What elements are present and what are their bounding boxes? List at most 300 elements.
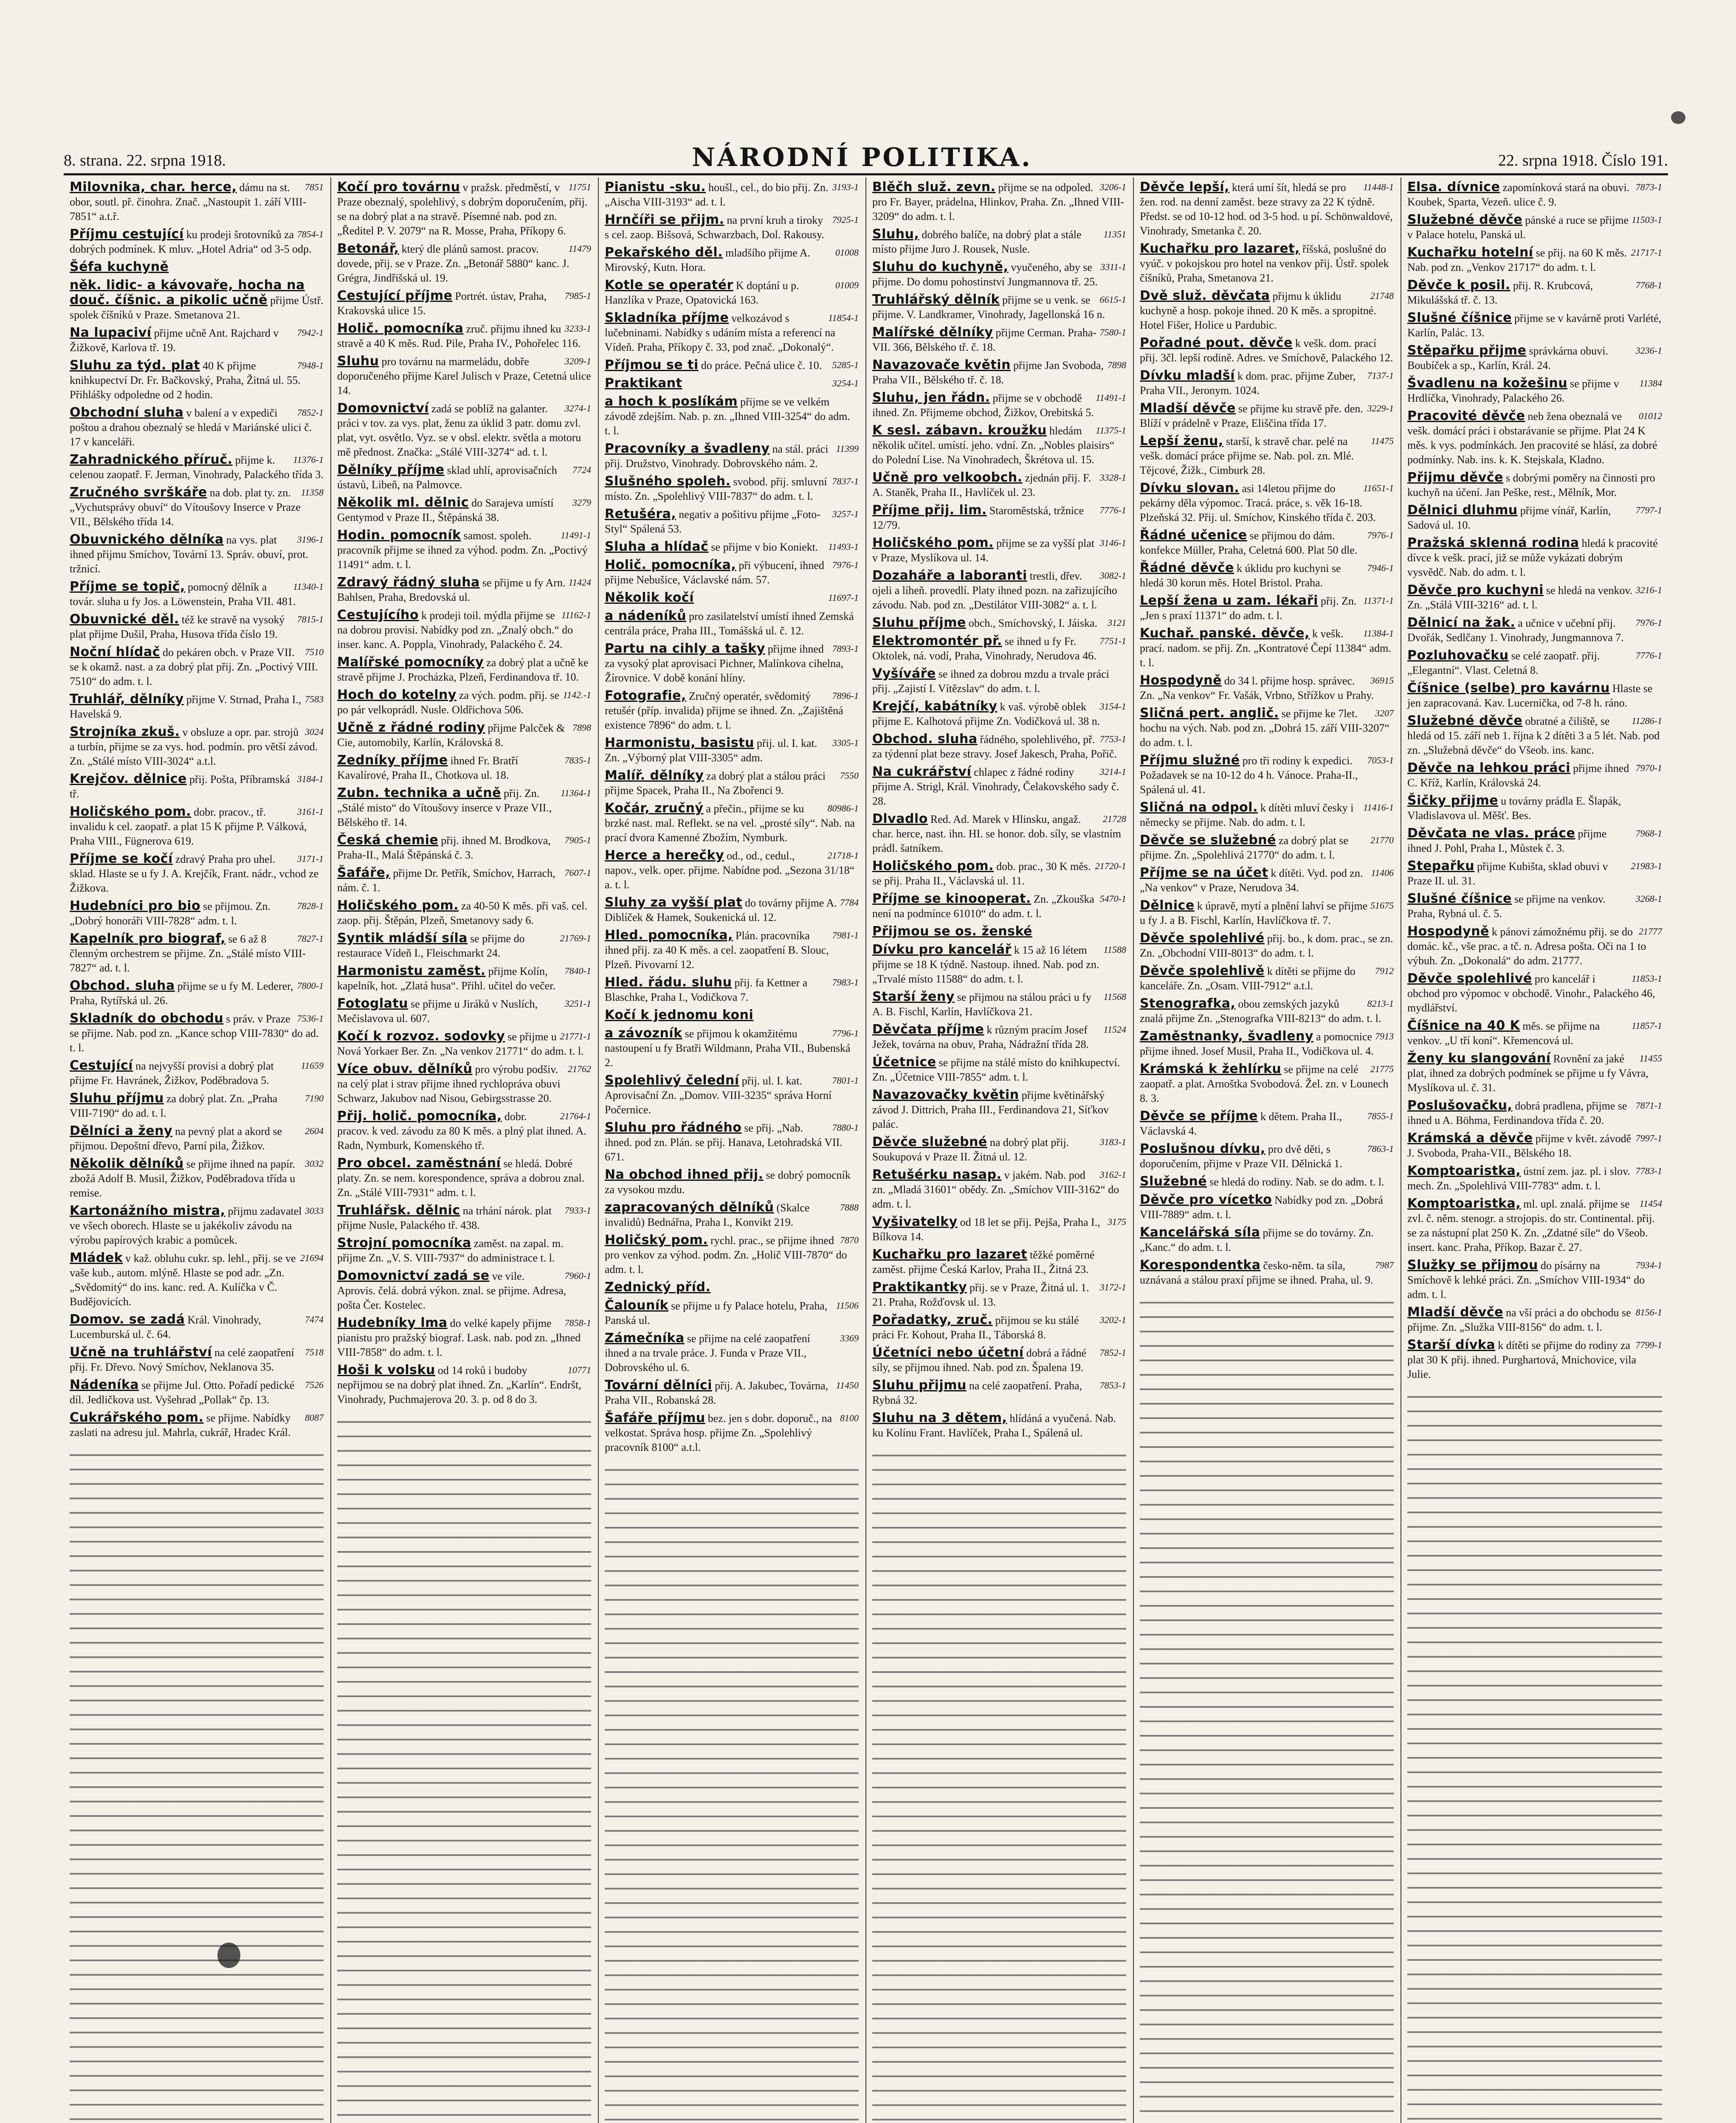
ad-heading: Šičky přijme	[1407, 793, 1499, 808]
ad-body: na celé zaopatření přij. Fr. Dřevo. Nový Smíchov, Neklanova 35.	[70, 1346, 294, 1373]
ad-body: zjednán přij. F. A. Staněk, Praha II., Havlíček ul. 23.	[872, 472, 1091, 498]
ad-body: pro továrnu na marmeládu, dobře doporučeného přijme Karel Julisch v Praze, Cetetná ulice 14.	[337, 355, 591, 397]
ad-code: 11351	[1103, 229, 1126, 239]
ad-heading: Krejčov. dělnice	[70, 771, 187, 786]
ad-heading: Skladníka příjme	[605, 310, 729, 325]
ad-heading: Harmonistu zaměst.	[337, 963, 486, 978]
ad-body: dobr. pracov., tř. invalidu k cel. zaopatř. a plat 15 K přijme P. Válková, Praha VIII., Fügnerova 619.	[70, 806, 307, 847]
ad-code: 3175	[1108, 1216, 1126, 1227]
ad-heading: Dělníci a ženy	[70, 1123, 173, 1138]
classified-ad	[872, 1022, 1126, 1052]
ad-code: 80986-1	[827, 803, 859, 814]
ad-heading: Dívku mladší	[1140, 368, 1235, 383]
ad-code: 11493-1	[828, 541, 859, 552]
classified-ad	[1407, 1019, 1662, 1048]
ad-code: 7776-1	[1099, 505, 1126, 515]
ad-heading: Pracovité děvče	[1407, 408, 1525, 423]
classified-ad	[605, 278, 859, 307]
classified-ad	[605, 1121, 859, 1164]
classified-ad	[337, 833, 591, 862]
classified-ad	[337, 463, 591, 492]
classified-ad	[70, 532, 324, 576]
ad-body: Zručný operatér, svědomitý retušér (příp. invalida) přijme se ihned. Zn. „Zajištěná existence 7896“ do adm. t. l.	[605, 690, 843, 731]
ad-heading: Děvče spolehlivě	[1140, 963, 1265, 978]
ad-heading: Holič. pomocníka,	[605, 557, 736, 572]
ad-code: 3184-1	[297, 774, 324, 784]
ad-heading: Zubn. technika a učně	[337, 786, 501, 800]
ad-heading: Dělnici dluhmu	[1407, 503, 1518, 518]
classified-ad	[1407, 714, 1662, 757]
ad-code: 21769-1	[560, 933, 591, 943]
ad-heading: Fotoglatu	[337, 996, 409, 1011]
ad-body: těžké poměrné zaměst. přijme Česká Karlov, Praha II., Žitná 23.	[872, 1249, 1095, 1275]
classified-ad	[605, 928, 859, 972]
ad-code: 7976-1	[1367, 530, 1394, 541]
ad-body: přijme Palcček & Cie, automobily, Karlín, Královská 8.	[337, 722, 565, 749]
ad-code: 11454	[1639, 1198, 1662, 1209]
ad-code: 3209-1	[564, 356, 591, 366]
classified-ad	[70, 899, 324, 928]
ad-body: bez. jen s dobr. doporuč., na velkostat. Správa hosp. přijme Zn. „Spolehlivý pracovník 8100“ a.t.l.	[605, 1412, 832, 1453]
ad-heading: Milovnika, char. herce,	[70, 180, 237, 194]
classified-ad	[1140, 931, 1394, 960]
ad-body: přijmu k úklidu kuchyně a hosp. pokoje ihned. 20 K měs. a spropitné. Hotel Fišer, Holice u Pardubic.	[1140, 290, 1376, 331]
ad-heading: Sluhu,	[872, 227, 919, 242]
ad-code: 11384-1	[1363, 628, 1394, 639]
classified-ad	[70, 1378, 324, 1407]
classified-ad	[1407, 278, 1662, 307]
ad-body: přijme se u fy M. Lederer, Praha, Rytířská ul. 26.	[70, 980, 293, 1007]
ad-body: na první kruh a tiroky s cel. zaop. Bišsová, Schwarzbach, Dol. Rakousy.	[605, 214, 824, 241]
ad-code: 11503-1	[1632, 214, 1662, 225]
ad-heading: Dělnicí na žak.	[1407, 615, 1516, 630]
ad-heading: Několik ml. dělnic	[337, 495, 469, 510]
ad-body: přijme se u venk. se přijme. V. Landkramer, Vinohrady, Jagellonská 16 n.	[872, 294, 1105, 321]
classified-ad	[337, 688, 591, 717]
ad-body: ve vile. Aprovis. čelá. dobrá výkon. znal. se přijme. Adresa, pošta Čer. Kosteleс.	[337, 1270, 566, 1311]
ad-code: 3207	[1375, 708, 1394, 718]
classified-ad	[1407, 1164, 1662, 1193]
page-header	[64, 135, 1668, 175]
classified-ad	[337, 1363, 591, 1407]
ad-code: 3254-1	[832, 378, 859, 389]
ad-code: 11416-1	[1363, 802, 1394, 813]
classified-ad	[337, 931, 591, 960]
ad-heading: Kočí k rozvoz. sodovky	[337, 1029, 505, 1044]
ad-heading: Hospodyně	[1140, 673, 1222, 688]
ad-code: 3214-1	[1099, 766, 1126, 777]
ad-body: pro kancelář i obchod pro výpomoc v obchodě. Vinohr., Palackého 46, mydlářství.	[1407, 973, 1655, 1014]
ad-body: k dítěti se přijme do kanceláře. Zn. „Osam. VIII-7912“ a.t.l.	[1140, 965, 1356, 992]
ad-heading: Obuvnické děl.	[70, 612, 179, 627]
ad-code: 7912	[1375, 966, 1394, 976]
classified-ad	[70, 1011, 324, 1055]
ad-code: 3032	[305, 1158, 324, 1169]
classified-ad	[337, 1109, 591, 1153]
ad-heading: Služky se přijmou	[1407, 1258, 1538, 1273]
column-3	[599, 177, 866, 2123]
classified-ad	[872, 180, 1126, 224]
ad-heading: Děvče služebné	[872, 1135, 987, 1149]
ad-heading: Učně na truhlářství	[70, 1345, 212, 1360]
classified-ad	[1407, 409, 1662, 467]
ad-body: Nabídky pod zn. „Dobrá VIII-7889“ adm. t. l.	[1140, 1194, 1383, 1221]
ad-heading: Příjme se kinooperat.	[872, 891, 1031, 906]
classified-ad	[70, 1059, 324, 1088]
ad-heading: Čalouník	[605, 1298, 669, 1313]
ad-body: hledám několik učitel. umístí. jeho. vdní. Zn. „Nobles plaisirs“ do Polední Lise. Na Vinohradech, Škrétova ul. 15.	[872, 425, 1115, 466]
ad-heading: Kočí k jednomu koni	[605, 1008, 754, 1022]
ad-code: 3369	[840, 1333, 859, 1343]
ad-heading: Pianistu -sku.	[605, 180, 706, 194]
classified-ad	[337, 180, 591, 238]
classified-ad	[70, 612, 324, 642]
classified-ad	[1140, 706, 1394, 750]
ad-heading: Zručného svrškáře	[70, 485, 207, 500]
ad-body: která umí šít, hledá se pro žen. rod. na denní zaměst. beze stravy za 22 K týdně. Předst. se od 10-12 hod. od 3-5 hod. u pí. Schönwaldové, Vinohrady, Smetanka č. 20.	[1140, 181, 1393, 237]
ad-body: za vých. podm. přij. se po pár velkoprádl. Nusle. Oldřichova 506.	[337, 689, 560, 716]
ad-body: 40 K přijme knihkupectví Dr. Fr. Bačkovský, Praha, Žitná ul. 55. Přihlášky odpoledne od 2 hodin.	[70, 360, 301, 401]
ad-code: 11568	[1103, 991, 1126, 1002]
ad-code: 11651-1	[1363, 483, 1394, 493]
ad-body: a učnice v učební přij. Dvořák, Sedlčany 1. Vinohrady, Jungmannova 7.	[1407, 617, 1624, 644]
classified-ad	[872, 732, 1126, 761]
ad-heading: Elsa. dívnice	[1407, 180, 1500, 194]
classified-ad	[1407, 503, 1662, 532]
ad-code: 11588	[1103, 944, 1126, 955]
ad-body: ihned Fr. Bratří Kavalírové, Praha II., Chotkova ul. 18.	[337, 755, 519, 781]
ad-heading: Obuvnického dělníka	[70, 532, 224, 547]
ad-body: přijmou se ku stálé práci Fr. Kohout, Praha II., Táborská 8.	[872, 1314, 1079, 1341]
ad-heading: Příjme se kočí	[70, 851, 173, 866]
ad-body: rychl. prac., se přijme ihned pro venkov za výhod. podm. Zn. „Holič VIII-7870“ do adm. t. l.	[605, 1234, 847, 1275]
ad-heading: Pozluhovačku	[1407, 648, 1509, 663]
ad-heading: Sluhu	[337, 354, 379, 369]
ad-body: zaměst. na zapal. m. přijme Zn. „V. S. VIII-7937“ do administrace t. l.	[337, 1237, 564, 1264]
ad-body: se přij. „Nab. ihned. pod zn. Plán. se přij. Hanava, Letohradská VII. 671.	[605, 1122, 843, 1163]
ad-heading: Kuchař. panské. děvče,	[1140, 626, 1310, 641]
classified-ad	[1140, 800, 1394, 830]
ad-heading: Malířské dělníky	[872, 325, 993, 340]
classified-ad	[1407, 536, 1662, 580]
ad-code: 3172-1	[1099, 1282, 1126, 1292]
ad-body: svobod. přij. smluvní místo. Zn. „Spolehlivý VIII-7837“ do adm. t. l.	[605, 476, 827, 502]
ad-body: česko-něm. ta síla, uznávaná a stálou praxí přijme se ihned. Praha, ul. 9.	[1140, 1259, 1373, 1286]
classified-ad	[872, 1088, 1126, 1132]
classified-ad	[1140, 289, 1394, 332]
classified-ad	[1140, 1062, 1394, 1106]
ad-body: se přijme ihned na papír. zbožá Adolf B. Musil, Žižkov, Poděbradova třída u remise.	[70, 1158, 296, 1199]
classified-ad	[70, 1312, 324, 1342]
ad-code: 7983-1	[832, 977, 859, 988]
classified-ad	[1140, 242, 1394, 285]
ad-code: 7837-1	[832, 476, 859, 487]
ad-body: přijme V. Strnad, Praha I., Havelská 9.	[70, 693, 302, 720]
ad-body: též ke stravě na vysoký plat přijme Dušil, Praha, Husova třída číslo 19.	[70, 614, 285, 640]
ad-heading: Holičského pom.	[70, 804, 192, 819]
classified-ad	[337, 608, 591, 652]
ad-body: negativ a pošitivu přijme „Foto-Styl“ Spálená 53.	[605, 508, 820, 535]
classified-ad	[1140, 1142, 1394, 1171]
ad-code: 01008	[835, 247, 859, 258]
classified-ad	[872, 699, 1126, 729]
ad-code: 7799-1	[1635, 1340, 1662, 1350]
classified-ad	[1140, 898, 1394, 928]
ad-body: pro tři rodiny k expedici. Požadavek se na 10-12 do 4 h. Vánoce. Praha-II., Spálená ul. 41.	[1140, 755, 1358, 796]
ad-code: 11424	[568, 577, 591, 588]
ad-body: přij. Pošta, Příbramská tř.	[70, 773, 290, 800]
ad-body: k různým pracím Josef Ježek, továrna na obuv, Praha, Nádražní třída 28.	[872, 1024, 1089, 1050]
classified-ad	[1407, 245, 1662, 275]
ad-code: 21720-1	[1095, 861, 1126, 871]
classified-ad	[1407, 1131, 1662, 1160]
ad-body: se dobrý pomocník za vysokou mzdu.	[605, 1169, 851, 1196]
ad-body: se přijmou k okamžitému nastoupení u fy Bratři Wildmann, Praha VII., Bubenská 2.	[605, 1028, 851, 1069]
ad-code: 7888	[840, 1202, 859, 1213]
ad-body: přij. ihned M. Brodkova, Praha-II., Malá Štěpánská č. 3.	[337, 834, 551, 861]
classified-ad	[70, 932, 324, 975]
ad-heading: Krejčí, kabátníky	[872, 699, 998, 714]
ad-heading: Šafáře,	[337, 865, 391, 880]
ad-code: 21775	[1370, 1064, 1394, 1074]
ad-body: při výbucení, ihned přijme Nebušice, Václavské nám. 57.	[605, 559, 824, 586]
ad-heading: Děvčata ne vlas. práce	[1407, 826, 1575, 841]
ad-heading: Děvče na lehkou práci	[1407, 760, 1571, 775]
classified-ad	[605, 591, 859, 605]
classified-ad	[1407, 470, 1662, 500]
ad-body: k vešk. prací. nadom. se přij. Zn. „Kontratové Čepí 11384“ adm. t. l.	[1140, 628, 1391, 669]
ad-body: Král. Vinohrady, Lucemburská ul. č. 64.	[70, 1314, 261, 1340]
ad-body: mladšího přijme A. Mirovský, Kutn. Hora.	[605, 247, 811, 273]
ad-code: 8100	[840, 1413, 859, 1423]
ad-code: 36915	[1370, 675, 1394, 686]
ad-heading: Učně pro velkoobch.	[872, 470, 1023, 485]
ad-body: a přečin., přijme se ku brzké nast. mal. Reflekt. se na vel. „prosté síly“. Nab. na prací dvora Kamenné Zbožím, Nymburk.	[605, 802, 855, 844]
classified-ad	[1140, 336, 1394, 365]
ad-body: od 14 roků i budoby nepřijmou se na dobrý plat ihned. Zn. „Karlín“. Endršt, Vinohrady, Puchmajerova 20. 3. p. od 8 do 3.	[337, 1364, 581, 1405]
classified-ad	[70, 1091, 324, 1121]
ad-code: 21764-1	[560, 1111, 591, 1121]
classified-ad	[872, 1313, 1126, 1342]
ad-heading: Pekařského děl.	[605, 245, 723, 260]
classified-ad	[1140, 1109, 1394, 1138]
classified-ad	[337, 242, 591, 285]
classified-ad	[605, 507, 859, 536]
ad-code: 7976-1	[1635, 617, 1662, 628]
ad-body: s dobrými poměry na činnosti pro kuchyň na účení. Jan Peške, rest., Mělník, Mor.	[1407, 472, 1655, 498]
classified-ad	[1407, 1338, 1662, 1382]
ink-blot	[217, 1943, 240, 1968]
classified-ad	[872, 1346, 1126, 1375]
ad-heading: Pořadatky, zruč.	[872, 1312, 993, 1327]
ad-heading: Přijmu děvče	[1407, 470, 1503, 485]
classified-ad	[70, 725, 324, 769]
ad-heading: Zdravý řádný sluha	[337, 575, 480, 590]
classified-ad	[70, 485, 324, 529]
ad-body: se přijme v bio Koniekt.	[711, 541, 818, 553]
ad-heading: Děvče spolehlivé	[1140, 931, 1265, 946]
ad-heading: Kartonážního mistra,	[70, 1203, 225, 1218]
ad-body: se přijme na celé zaopatření ihned a na trvale práce. J. Funda v Praze VII., Dobrovského ul. 6.	[605, 1332, 810, 1374]
ad-body: se ihned za dobrou mzdu a trvale práci přij. „Zajistí I. Vítězslav“ do adm. t. l.	[872, 668, 1109, 695]
ad-code: 3328-1	[1099, 472, 1126, 483]
ad-code: 7783-1	[1635, 1166, 1662, 1176]
ad-code: 7970-1	[1635, 763, 1662, 773]
classified-ad	[605, 1168, 859, 1197]
ad-code: 11371-1	[1363, 595, 1394, 606]
classified-ad	[70, 805, 324, 848]
ad-heading: Sluhu pro řádného	[605, 1120, 742, 1135]
ad-heading: Komptoaristka,	[1407, 1163, 1521, 1178]
ad-code: 3183-1	[1099, 1137, 1126, 1147]
ad-heading: Partu na cihly a tašky	[605, 641, 765, 656]
classified-columns	[64, 177, 1669, 2123]
ad-body: se přijmou na stálou práci u fy A. B. Fischl, Karlín, Havlíčkova 21.	[872, 991, 1092, 1018]
classified-ad	[1407, 859, 1662, 888]
classified-ad	[872, 1215, 1126, 1244]
ad-code: 3146-1	[1099, 538, 1126, 548]
ad-body: u továrny prádla E. Šlapák, Vladislavova ul. Měšť. Bes.	[1407, 795, 1621, 822]
ad-heading: Příjme se na účet	[1140, 865, 1268, 880]
ad-heading: Slušné číšnice	[1407, 891, 1512, 906]
ad-heading: a nádeníků	[605, 608, 687, 623]
ad-heading: Příjme se topič,	[70, 579, 185, 594]
ad-heading: Starší dívka	[1407, 1337, 1496, 1352]
ad-code: 11491-1	[561, 530, 591, 541]
ad-heading: Hrnčíři se přijm.	[605, 212, 724, 227]
classified-ad	[337, 997, 591, 1026]
ad-code: 3233-1	[564, 323, 591, 334]
ad-heading: Betonář,	[337, 241, 399, 256]
ad-code: 7724	[572, 465, 591, 475]
classified-ad	[1140, 1258, 1394, 1287]
classified-ad	[70, 1157, 324, 1200]
classified-ad	[70, 227, 324, 256]
ad-body: přijme Dr. Petřík, Smíchov, Harrach, nám. č. 1.	[337, 867, 555, 894]
ad-heading: Poslušovačku,	[1407, 1098, 1513, 1113]
ad-body: přijme se do továrny. Zn. „Kanc.“ do adm. t. l.	[1140, 1227, 1374, 1253]
ad-heading: Služebné děvče	[1407, 212, 1523, 227]
classified-ad	[605, 311, 859, 355]
ad-body: se přijme u fy Palace hotelu, Praha, Panská ul.	[605, 1300, 828, 1326]
classified-ad	[337, 786, 591, 830]
classified-ad	[605, 1233, 859, 1277]
classified-ad	[872, 423, 1126, 467]
classified-ad	[1407, 1258, 1662, 1302]
ad-heading: Strojní pomocníka	[337, 1236, 471, 1250]
classified-ad	[1407, 311, 1662, 340]
ad-body: dobr. pracov. k ved. závodu za 80 K měs. a plný plat ihned. A. Radn, Nymburk, Komenského tř.	[337, 1110, 586, 1152]
ad-heading: Blěčh služ. zevn.	[872, 180, 996, 194]
ad-body: přij. fa Kettner a Blaschke, Praha I., Vodičkova 7.	[605, 977, 808, 1003]
ad-body: Plán. pracovníka ihned přij. za 40 K měs. a cel. zaopatření B. Slouc, Plzeň. Pivovarní 12.	[605, 929, 829, 971]
ad-body: přijme učně Ant. Rajchard v Žižkově, Karlova tř. 19.	[70, 327, 279, 354]
classified-ad	[70, 405, 324, 449]
ad-heading: Děvče spolehlivé	[1407, 971, 1532, 986]
ad-heading: Domovnictví	[337, 401, 429, 416]
classified-ad	[70, 979, 324, 1008]
classified-ad	[70, 772, 324, 801]
ad-body: za 40-50 K měs. při vaš. cel. zaop. přij. Štěpán, Plzeň, Smetanovy sady 6.	[337, 900, 587, 926]
ad-body: K doptání u p. Hanzlíka v Praze, Opatovická 163.	[605, 279, 799, 306]
ad-heading: Zednický příd.	[605, 1280, 711, 1295]
ad-heading: Fotografie,	[605, 688, 686, 703]
ad-body: přijme květinářský závod J. Dittrich, Praha III., Ferdinandova 21, Síťkov palác.	[872, 1089, 1109, 1130]
classified-ad	[1140, 997, 1394, 1026]
ad-code: 11697-1	[828, 592, 859, 603]
ad-code: 7190	[305, 1093, 324, 1104]
ad-heading: Děvče k posil.	[1407, 278, 1511, 293]
ad-heading: Přij. holič. pomocníka,	[337, 1109, 502, 1123]
classified-ad	[872, 765, 1126, 808]
ad-heading: Šafáře příjmu	[605, 1411, 705, 1425]
ad-code: 7948-1	[297, 360, 324, 371]
ad-body: přij. R. Krubcová, Mikulášská tř. č. 13.	[1407, 279, 1593, 306]
column-text-filler	[605, 1458, 859, 2123]
classified-ad	[605, 1331, 859, 1375]
ad-body: na stál. práci přij. Družstvo, Vinohrady. Dobrovského nám. 2.	[605, 443, 829, 470]
ad-code: 7753-1	[1099, 734, 1126, 744]
ad-body: ml. upl. znalá. přijme se zvl. č. něm. stenogr. a strojopis. do str. Continental. přij. se za nástupní plat 250 K. Zn. „Zdatné síle“ do Všeob. insert. kanc. Praha, Příkop. Bazar č. 27.	[1407, 1198, 1655, 1253]
ad-body: se přijme na venkov. Praha, Rybná ul. č. 5.	[1407, 893, 1606, 920]
ad-body: za dobrý plat se přijme. Zn. „Spolehlivá 21770“ do adm. t. l.	[1140, 834, 1348, 861]
classified-ad	[337, 1203, 591, 1233]
classified-ad	[1407, 1098, 1662, 1128]
ad-code: 11479	[568, 243, 591, 254]
classified-ad	[872, 812, 1126, 856]
ad-code: 3257-1	[832, 509, 859, 519]
ad-heading: Malířské pomocníky	[337, 655, 484, 670]
ad-heading: Služebné	[1140, 1174, 1207, 1189]
ad-code: 7474	[305, 1314, 324, 1325]
ad-heading: Stenografka,	[1140, 996, 1236, 1011]
ad-body: Hlaste se jen zapracovaná. Kav. Lucernička, od 7-8 h. ráno.	[1407, 682, 1653, 709]
ad-body: se přijme. Nabídky zaslati na adresu jul. Mahrla, cukrář, Hradec Král.	[70, 1412, 291, 1439]
ad-body: k prodeji toil. mýdla přijme se na dobrou provisi. Nabídky pod zn. „Znalý obch.“ do inser. kanc. A. Poppla, Vinohrady, Palackého č. 24.	[337, 609, 573, 650]
classified-ad	[872, 892, 1126, 921]
ad-heading: Holičského pom.	[872, 859, 994, 873]
ad-heading: Příjmou se ti	[605, 358, 699, 372]
ad-code: 7510	[305, 647, 324, 657]
classified-ad	[605, 442, 859, 471]
ad-body: za dobrý plat a stálou práci přijme Spacek, Praha II., Na Zbořenci 9.	[605, 770, 826, 797]
classified-ad	[337, 655, 591, 684]
ad-body: na nejvyšší provisi a dobrý plat přijme Fr. Havránek, Žižkov, Poděbradova 5.	[70, 1060, 274, 1087]
ad-heading: Truhlářský dělník	[872, 292, 1000, 307]
classified-ad	[605, 689, 859, 732]
ad-code: 3024	[305, 726, 324, 737]
ad-code: 7855-1	[1367, 1111, 1394, 1121]
ad-heading: Služebné děvče	[1407, 713, 1523, 728]
ad-code: 21717-1	[1631, 247, 1662, 258]
ad-heading: Obchod. sluha	[70, 978, 175, 993]
ad-heading: Cukrářského pom.	[70, 1410, 204, 1425]
ad-body: přijme se ve velkém závodě zdejším. Nab. p. zn. „Ihned VIII-3254“ do adm. t. l.	[605, 396, 850, 437]
classified-ad	[605, 474, 859, 504]
ad-code: 7852-1	[297, 407, 324, 418]
classified-ad	[872, 943, 1126, 986]
ad-code: 7893-1	[832, 643, 859, 654]
ad-code: 7898	[1108, 360, 1126, 370]
ad-body: do pekáren obch. v Praze VII. se k okamž. nast. a za dobrý plat přij. Zn. „Poctivý VIII. 7510“ do adm. t. l.	[70, 646, 318, 687]
classified-ad	[337, 289, 591, 318]
ad-code: 2604	[305, 1126, 324, 1136]
ad-code: 7905-1	[564, 835, 591, 845]
ad-body: obch., Smíchovský, I. Jáiska.	[968, 617, 1098, 629]
classified-ad	[1140, 1225, 1394, 1255]
classified-ad	[605, 1280, 859, 1295]
ad-heading: Mladší děvče	[1140, 401, 1236, 416]
